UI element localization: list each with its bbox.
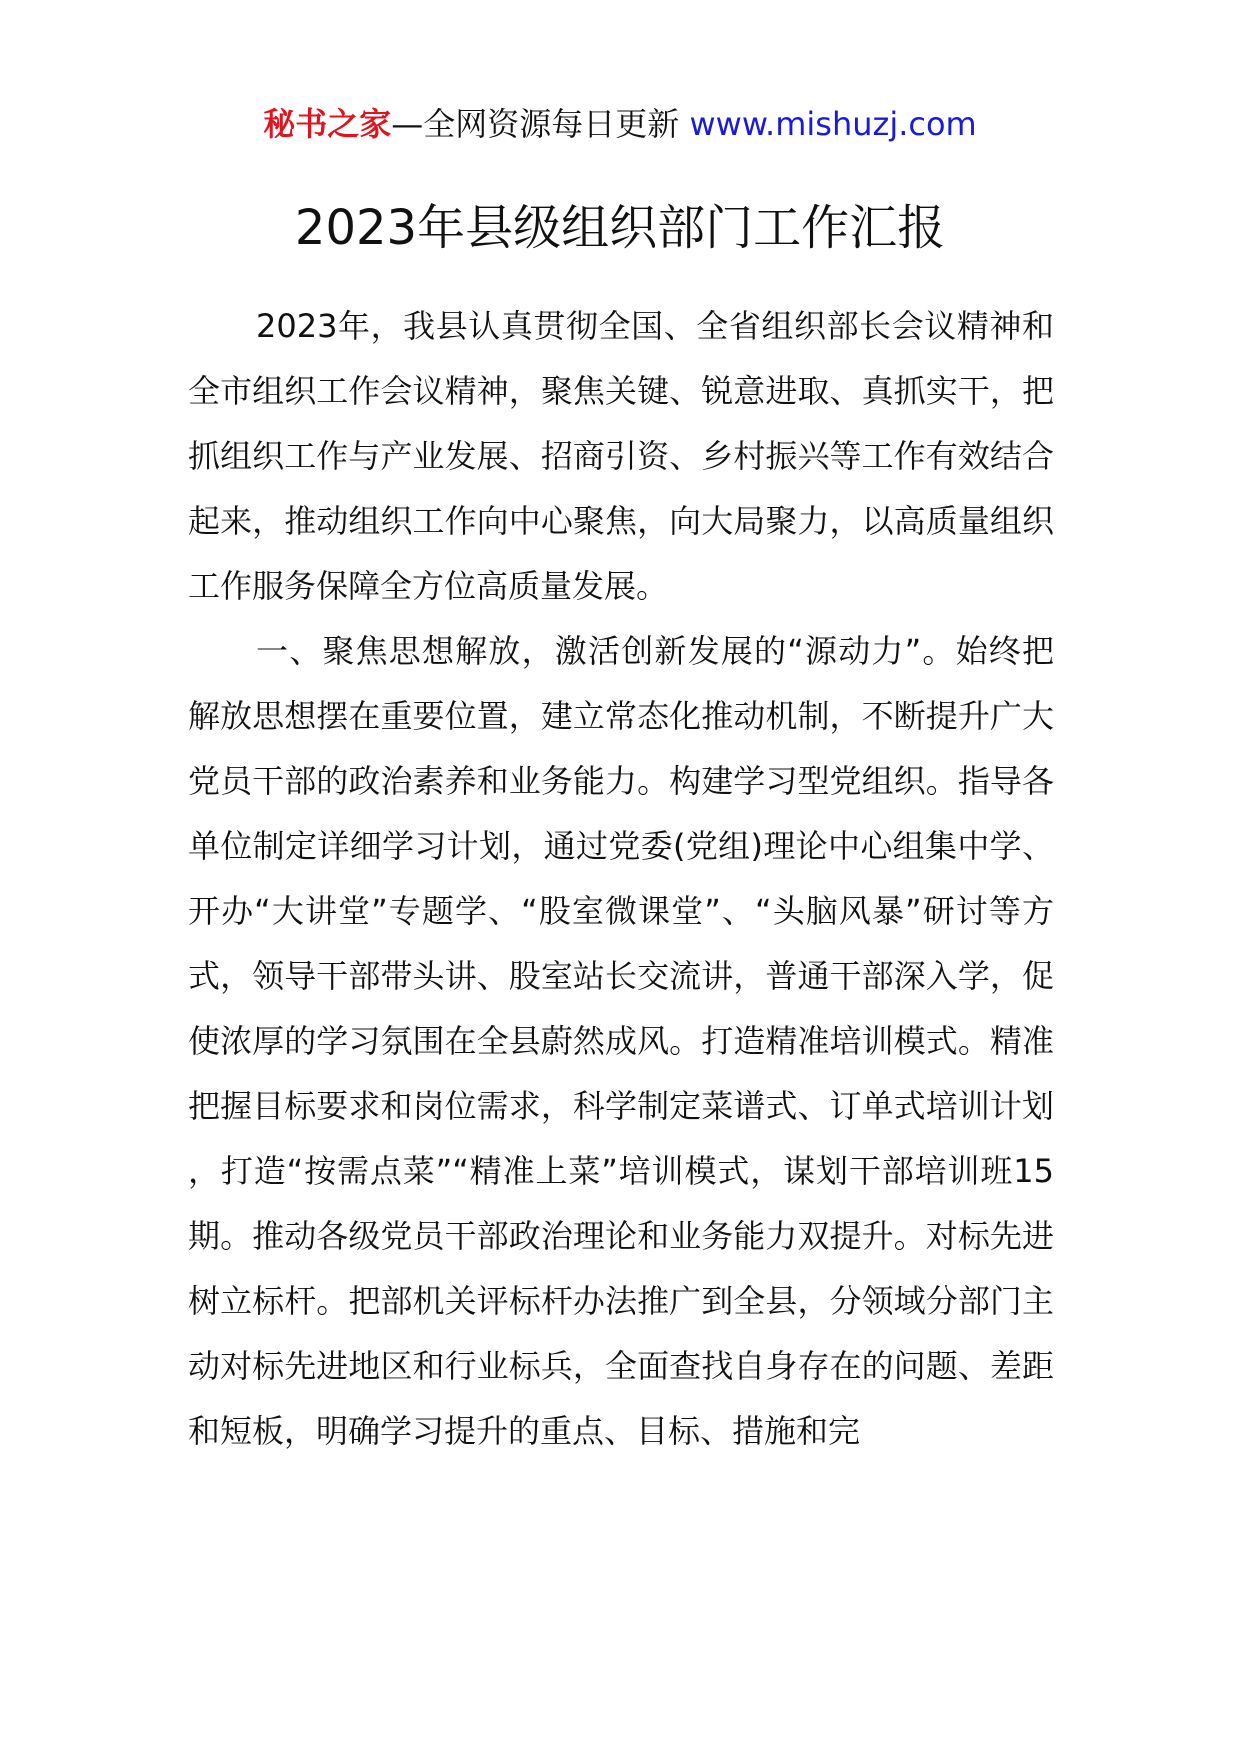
site-header [0, 102, 1240, 146]
section-one-paragraph: 一、聚焦思想解放，激活创新发展的“源动力”。始终把解放思想摆在重要位置，建立常态化推动机制，不断提升广大党员干部的政治素养和业务能力。构建学习型党组织。指导各单位制定详细学习计划，通过党委(党组)理论中心组集中学、开办“大讲堂”专题学、“股室微课堂”、“头脑风暴”研讨等方式，领导干部带头讲、股室站长交流讲，普通干部深入学，促使浓厚的学习氛围在全县蔚然成风。打造精准培训模式。精准把握目标要求和岗位需求，科学制定菜谱式、订单式培训计划，打造“按需点菜”“精准上菜”培训模式，谋划干部培训班15期。推动各级党员干部政治理论和业务能力双提升。对标先进树立标杆。把部机关评标杆办法推广到全县，分领域分部门主动对标先进地区和行业标兵，全面查找自身存在的问题、差距和短板，明确学习提升的重点、目标、措施和完 [188, 632, 1054, 1450]
document-body [188, 294, 1054, 1464]
header-tagline: —全网资源每日更新 [391, 105, 680, 143]
document-title: 2023年县级组织部门工作汇报 [294, 200, 946, 256]
site-url-link[interactable]: www.mishuzj.com [689, 105, 977, 143]
intro-paragraph: 2023年，我县认真贯彻全国、全省组织部长会议精神和全市组织工作会议精神，聚焦关键、锐意进取、真抓实干，把抓组织工作与产业发展、招商引资、乡村振兴等工作有效结合起来，推动组织工作向中心聚焦，向大局聚力，以高质量组织工作服务保障全方位高质量发展。 [188, 307, 1054, 605]
brand-name: 秘书之家 [263, 105, 392, 143]
